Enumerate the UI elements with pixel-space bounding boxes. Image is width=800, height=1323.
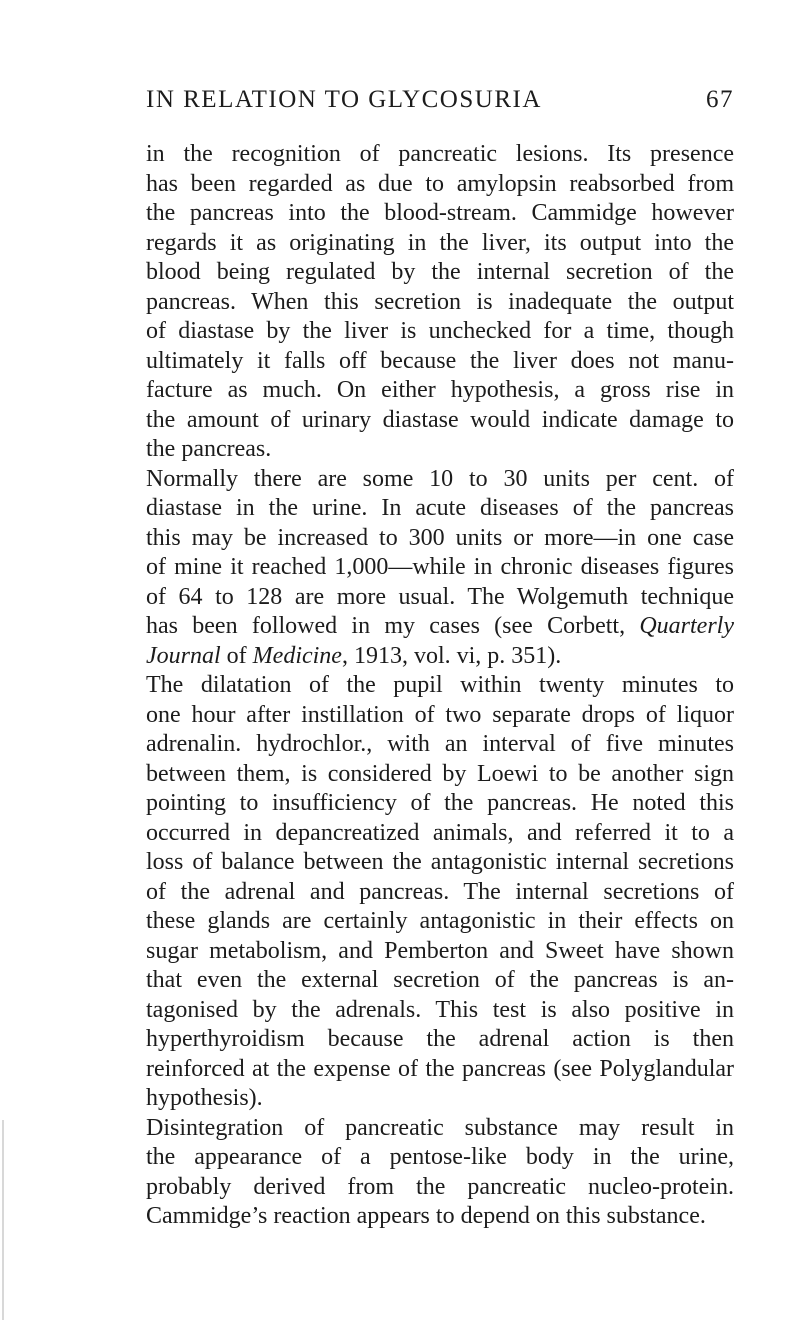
text-line: The dilatation of the pupil within twenty minutes to (146, 672, 734, 698)
text-line: Cammidge’s reaction appears to depend on this substance. (146, 1203, 706, 1229)
text-line: facture as much. On either hypothesis, a gross rise in (146, 377, 734, 403)
text-line: probably derived from the pancreatic nucleo-protein. (146, 1173, 734, 1200)
text-line: loss of balance between the antagonistic internal secretions (146, 849, 734, 875)
text-line: ultimately it falls off because the liver does not manu- (146, 347, 734, 374)
text-line: tagonised by the adrenals. This test is also positive in (146, 996, 734, 1023)
text-line: adrenalin. hydrochlor., with an interval of five minutes (146, 731, 734, 757)
text-line: the amount of urinary diastase would indicate damage to (146, 406, 734, 433)
text-line: one hour after instillation of two separate drops of liquor (146, 701, 734, 728)
text-line: diastase in the urine. In acute diseases of the pancreas (146, 495, 734, 521)
text-line: occurred in depancreatized animals, and referred it to a (146, 819, 734, 846)
body-text (146, 140, 734, 1232)
text-line: this may be increased to 300 units or more—in one case (146, 524, 734, 551)
italic-journal-word: Journal (146, 642, 221, 669)
text-line (146, 642, 734, 672)
text-line: of mine it reached 1,000—while in chronic diseases figures (146, 554, 734, 580)
text-line: of diastase by the liver is unchecked for a time, though (146, 318, 734, 344)
text-fragment: has been followed in my cases (see Corbett, (146, 613, 640, 639)
text-line: has been regarded as due to amylopsin reabsorbed from (146, 170, 734, 197)
text-line: pancreas. When this secretion is inadequate the output (146, 288, 734, 315)
text-line: regards it as originating in the liver, its output into the (146, 229, 734, 256)
text-line: the pancreas. (146, 436, 272, 462)
text-line: the appearance of a pentose-like body in the urine, (146, 1144, 734, 1170)
text-line: Normally there are some 10 to 30 units per cent. of (146, 465, 734, 492)
text-line: of 64 to 128 are more usual. The Wolgemuth technique (146, 583, 734, 610)
page-number: 67 (706, 86, 734, 113)
page-edge-shadow (2, 1120, 4, 1320)
text-line: between them, is considered by Loewi to be another sign (146, 760, 734, 787)
text-line: the pancreas into the blood-stream. Cammidge however (146, 200, 734, 226)
text-line (146, 612, 734, 642)
text-line: that even the external secretion of the pancreas is an- (146, 967, 734, 993)
text-line: hypothesis). (146, 1085, 263, 1111)
text-line: these glands are certainly antagonistic in their effects on (146, 908, 734, 934)
text-fragment: of (220, 642, 253, 669)
running-head (146, 86, 734, 120)
italic-journal-word: Quarterly (639, 613, 734, 639)
text-line: blood being regulated by the internal secretion of the (146, 259, 734, 285)
text-line: Disintegration of pancreatic substance may result in (146, 1114, 734, 1141)
text-line: reinforced at the expense of the pancreas (see Polyglandular (146, 1055, 734, 1082)
text-line: in the recognition of pancreatic lesions. Its presence (146, 141, 734, 167)
italic-journal-word: Medicine (252, 642, 342, 669)
text-line: pointing to insufficiency of the pancreas. He noted this (146, 790, 734, 816)
running-title: IN RELATION TO GLYCOSURIA (146, 86, 542, 113)
text-line: sugar metabolism, and Pemberton and Sweet have shown (146, 937, 734, 964)
text-line: of the adrenal and pancreas. The internal secretions of (146, 878, 734, 905)
text-fragment: , 1913, vol. vi, p. 351). (341, 642, 562, 669)
text-line: hyperthyroidism because the adrenal action is then (146, 1026, 734, 1052)
